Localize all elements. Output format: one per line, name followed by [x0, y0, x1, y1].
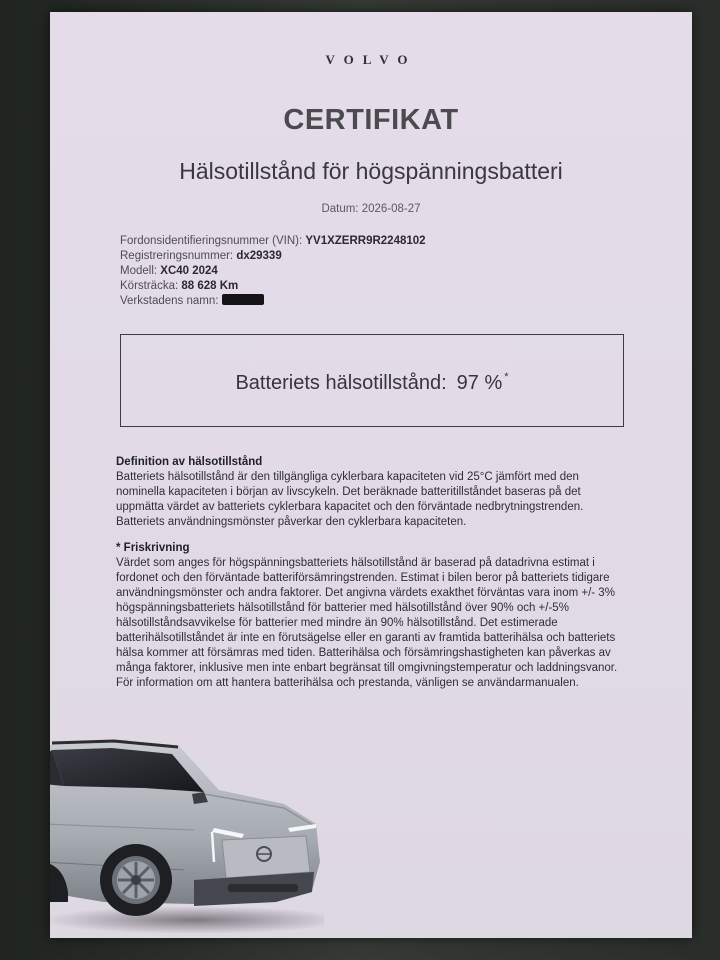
registration-row — [120, 249, 426, 264]
registration-value: dx29339 — [236, 250, 282, 262]
disclaimer-line: Värdet som anges för högspänningsbatteriets hälsotillstånd är baserad på datadrivna estimat i — [116, 557, 595, 569]
disclaimer-line: fordonet och den förväntade batteriförsämringstrenden. Estimat i bilen beror på batteriets tidigare — [116, 572, 610, 584]
vin-label: Fordonsidentifieringsnummer (VIN): — [120, 235, 303, 247]
disclaimer-line: För information om att hantera batterihälsa och prestanda, vänligen se användarmanualen. — [116, 677, 579, 689]
definition-heading: Definition av hälsotillstånd — [116, 456, 263, 468]
workshop-label: Verkstadens namn: — [120, 295, 219, 307]
certificate-page — [50, 12, 692, 938]
date-value: 2026-08-27 — [361, 203, 421, 215]
disclaimer-section — [116, 541, 656, 691]
disclaimer-line: hälsotillståndsavvikelse för batterier med mindre än 90% hälsotillstånd. Det estimerade — [116, 617, 558, 629]
vehicle-info — [120, 234, 426, 309]
registration-label: Registreringsnummer: — [120, 250, 234, 262]
disclaimer-line: användningsmönster och andra faktorer. Det angivna värdets exakthet förväntas vara inom +/- 3% — [116, 587, 615, 599]
model-label: Modell: — [120, 265, 158, 277]
mileage-label: Körsträcka: — [120, 280, 179, 292]
mileage-row — [120, 279, 426, 294]
disclaimer-line: hälsa kommer att försämras med tiden. Batterihälsa och försämringshastigheten kan påverkas av — [116, 647, 611, 659]
battery-health-label: Batteriets hälsotillstånd: — [235, 372, 447, 394]
disclaimer-line: många faktorer, inklusive men inte enbart begränsat till omgivningstemperatur och laddningsvanor. — [116, 662, 618, 674]
battery-health-box — [120, 334, 624, 427]
definition-section — [116, 455, 656, 530]
definition-line: nominella kapaciteten i början av livscykeln. Det beräknade batteritillståndet baseras på det — [116, 486, 581, 498]
workshop-row — [120, 294, 426, 309]
definition-line: Batteriets hälsotillstånd är den tillgängliga cyklerbara kapaciteten vid 25°C jämfört med den — [116, 471, 579, 483]
vin-value: YV1XZERR9R2248102 — [305, 235, 426, 247]
date-row — [50, 203, 692, 215]
disclaimer-line: högspänningsbatteriets hälsotillstånd för batterier med hälsotillstånd över 90% och +/-5% — [116, 602, 569, 614]
car-icon — [50, 712, 324, 938]
battery-health-value: 97 % — [456, 372, 503, 394]
brand-logo: VOLVO — [325, 52, 417, 67]
model-value: XC40 2024 — [160, 265, 218, 277]
date-label: Datum: — [321, 203, 359, 215]
mileage-value: 88 628 Km — [181, 280, 239, 292]
redaction-mark — [222, 294, 264, 305]
page-subtitle: Hälsotillstånd för högspänningsbatteri — [179, 158, 563, 184]
definition-line: Batteriets användningsmönster påverkar den cyklerbara kapaciteten. — [116, 516, 467, 528]
page-title: CERTIFIKAT — [283, 104, 459, 136]
vin-row — [120, 234, 426, 249]
car-illustration — [50, 712, 324, 938]
model-row — [120, 264, 426, 279]
disclaimer-line: batterihälsotillståndet är inte en förutsägelse eller en garanti av framtida batterihälsa och batteriets — [116, 632, 616, 644]
battery-health-line — [121, 371, 623, 395]
definition-line: uppmätta värdet av batteriets cyklerbara kapacitet och den förväntade nedbrytningstrenden. — [116, 501, 584, 513]
disclaimer-heading: * Friskrivning — [116, 542, 190, 554]
battery-health-asterisk: * — [504, 371, 509, 383]
